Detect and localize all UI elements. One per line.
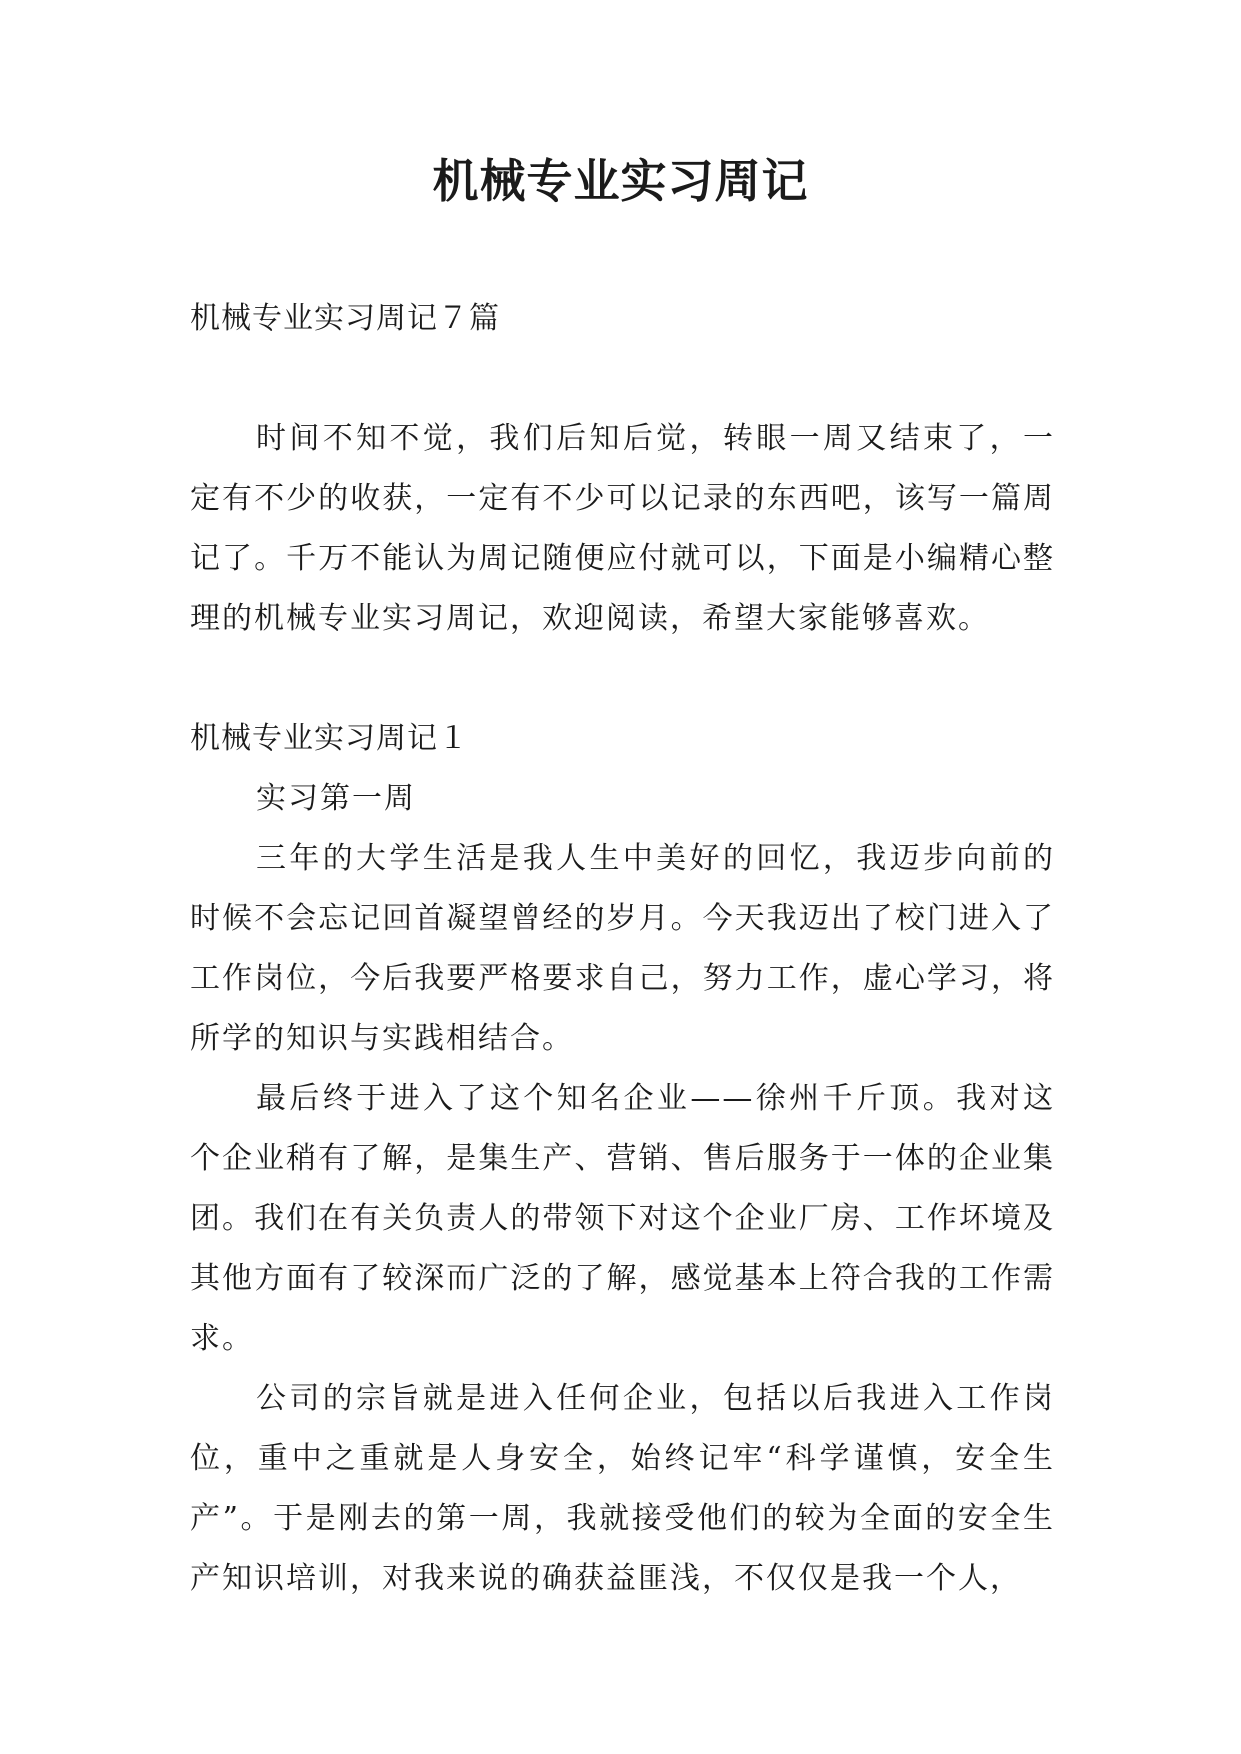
intro-paragraph: 时间不知不觉，我们后知后觉，转眼一周又结束了，一定有不少的收获，一定有不少可以记录的东西吧，该写一篇周记了。千万不能认为周记随便应付就可以，下面是小编精心整理的机械专业实习周记，欢迎阅读，希望大家能够喜欢。 [190,421,1055,636]
week-label: 实习第一周 [256,781,416,816]
body-paragraph: 三年的大学生活是我人生中美好的回忆，我迈步向前的时候不会忘记回首凝望曾经的岁月。今天我迈出了校门进入了工作岗位，今后我要严格要求自己，努力工作，虚心学习，将所学的知识与实践相结合。 [190,841,1055,1056]
document-subtitle: 机械专业实习周记７篇 [190,301,500,336]
body-paragraph: 公司的宗旨就是进入任何企业，包括以后我进入工作岗位，重中之重就是人身安全，始终记牢“科学谨慎，安全生产”。于是刚去的第一周，我就接受他们的较为全面的安全生产知识培训，对我来说的确获益匪浅，不仅仅是我一个人， [190,1381,1055,1596]
document-body [190,289,1055,1609]
section-heading: 机械专业实习周记１ [190,721,469,756]
body-paragraph: 最后终于进入了这个知名企业——徐州千斤顶。我对这个企业稍有了解，是集生产、营销、售后服务于一体的企业集团。我们在有关负责人的带领下对这个企业厂房、工作坏境及其他方面有了较深而广泛的了解，感觉基本上符合我的工作需求。 [190,1081,1055,1356]
document-title: 机械专业实习周记 [432,154,809,208]
